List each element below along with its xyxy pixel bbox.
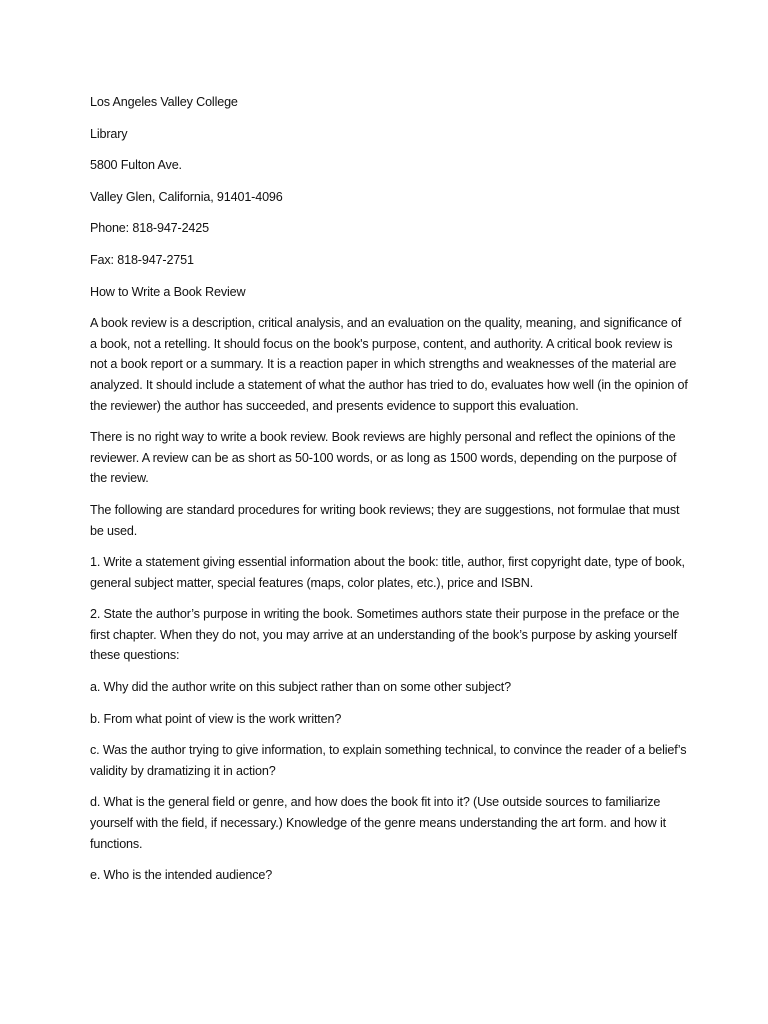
no-right-way-paragraph: There is no right way to write a book review. Book reviews are highly personal and reflect the opinions of the reviewer. A review can be as short as 50-100 words, or as long as 1500 words, depending on the purpose of the review.: [90, 430, 677, 486]
phone-number: Phone: 818-947-2425: [90, 221, 209, 236]
procedures-paragraph: The following are standard procedures for writing book reviews; they are suggestions, not formulae that must be used.: [90, 502, 680, 538]
fax-number: Fax: 818-947-2751: [90, 252, 194, 267]
city-address: Valley Glen, California, 91401-4096: [90, 189, 283, 204]
document-page: [90, 92, 690, 897]
department-name: Library: [90, 126, 128, 141]
document-title: How to Write a Book Review: [90, 284, 246, 299]
intro-paragraph: A book review is a description, critical analysis, and an evaluation on the quality, meaning, and significance of a book, not a retelling. It should focus on the book's purpose, content, and authority. A critical book review is not a book report or a summary. It is a reaction paper in which strengths and weaknesses of the material are analyzed. It should include a statement of what the author has tried to do, evaluates how well (in the opinion of the reviewer) the author has succeeded, and presents evidence to support this evaluation.: [90, 316, 688, 413]
question-c: c. Was the author trying to give information, to explain something technical, to convince the reader of a belief’s validity by dramatizing it in action?: [90, 743, 687, 778]
question-b: b. From what point of view is the work written?: [90, 711, 342, 726]
question-a: a. Why did the author write on this subject rather than on some other subject?: [90, 680, 511, 695]
question-e: e. Who is the intended audience?: [90, 868, 273, 883]
street-address: 5800 Fulton Ave.: [90, 158, 182, 173]
step-1: 1. Write a statement giving essential information about the book: title, author, first copyright date, type of book, general subject matter, special features (maps, color plates, etc.), price and ISBN.: [90, 555, 685, 590]
question-d: d. What is the general field or genre, and how does the book fit into it? (Use outside sources to familiarize yourself with the field, if necessary.) Knowledge of the genre means understanding the art form. and how it functions.: [90, 795, 666, 851]
step-2: 2. State the author’s purpose in writing the book. Sometimes authors state their purpose in the preface or the first chapter. When they do not, you may arrive at an understanding of the book’s purpose by asking yourself these questions:: [90, 607, 680, 663]
institution-name: Los Angeles Valley College: [90, 95, 238, 109]
